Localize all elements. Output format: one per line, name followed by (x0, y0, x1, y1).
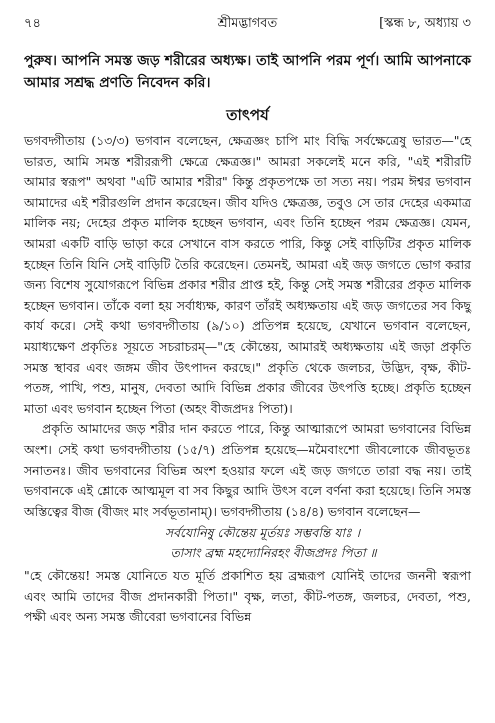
chapter-reference: [স্কন্ধ ৮, অধ্যায় ৩ (379, 16, 471, 31)
running-header (24, 14, 471, 36)
book-title: শ্রীমদ্ভাগবত (217, 16, 278, 31)
verse-translation: পুরুষ। আপনি সমস্ত জড় শরীরের অধ্যক্ষ। তাই আপনি পরম পূর্ণ। আমি আপনাকে আমার সশ্রদ্ধ প্রণতি নিবেদন করি। (24, 53, 471, 91)
purport-paragraph-1: ভগবদ্গীতায় (১৩/৩) ভগবান বলেছেন, ক্ষেত্রজ্ঞং চাপি মাং বিদ্ধি সর্বক্ষেত্রেষু ভারত—"হে ভারত, আমি সমস্ত শরীররূপী ক্ষেত্রে ক্ষেত্রজ্ঞ।" আমরা সকলেই মনে করি, "এই শরীরটি আমার স্বরূপ" অথবা "এটি আমার শরীর" কিন্তু প্রকৃতপক্ষে তা সত্য নয়। পরম ঈশ্বর ভগবান আমাদের এই শরীরগুলি প্রদান করেছেন। জীব যদিও ক্ষেত্রজ্ঞ, তবুও সে তার দেহের একমাত্র মালিক নয়; দেহের প্রকৃত মালিক হচ্ছেন ভগবান, এবং তিনি হচ্ছেন পরম ক্ষেত্রজ্ঞ। যেমন, আমরা একটি বাড়ি ভাড়া করে সেখানে বাস করতে পারি, কিন্তু সেই বাড়িটির প্রকৃত মালিক হচ্ছেন তিনি যিনি সেই বাড়িটি তৈরি করেছেন। তেমনই, আমরা এই জড় জগতে ভোগ করার জন্য বিশেষ সুযোগরূপে বিভিন্ন প্রকার শরীর প্রাপ্ত হই, কিন্তু সেই সমস্ত শরীরের প্রকৃত মালিক হচ্ছেন ভগবান। তাঁকে বলা হয় সর্বাধ্যক্ষ, কারণ তাঁরই অধ্যক্ষতায় এই জড় জগতের সব কিছু কার্য করে। সেই কথা ভগবদ্গীতায় (৯/১০) প্রতিপন্ন হয়েছে, যেখানে ভগবান বলেছেন, ময়াধ্যক্ষেণ প্রকৃতিঃ সূয়তে সচরাচরম্—"হে কৌন্তেয়, আমারই অধ্যক্ষতায় এই জড়া প্রকৃতি সমস্ত স্থাবর এবং জঙ্গম জীব উৎপাদন করছে।" প্রকৃতি থেকে জলচর, উদ্ভিদ, বৃক্ষ, কীট-পতঙ্গ, পাখি, পশু, মানুষ, দেবতা আদি বিভিন্ন প্রকার জীবের উৎপত্তি হচ্ছে। প্রকৃতি হচ্ছেন মাতা এবং ভগবান হচ্ছেন পিতা (অহং বীজপ্রদঃ পিতা)। (24, 133, 471, 416)
quoted-verse (24, 523, 471, 563)
purport-section (24, 104, 471, 628)
purport-paragraph-3: "হে কৌন্তেয়! সমস্ত যোনিতে যত মূর্তি প্রকাশিত হয় ব্রহ্মরূপ যোনিই তাদের জননী স্বরূপা এবং আমি তাদের বীজ প্রদানকারী পিতা।" বৃক্ষ, লতা, কীট-পতঙ্গ, জলচর, দেবতা, পশু, পক্ষী এবং অন্য সমস্ত জীবেরা ভগবানের বিভিন্ন (24, 568, 471, 625)
purport-paragraph-2: প্রকৃতি আমাদের জড় শরীর দান করতে পারে, কিন্তু আত্মারূপে আমরা ভগবানের বিভিন্ন অংশ। সেই কথা ভগবদ্গীতায় (১৫/৭) প্রতিপন্ন হয়েছে—মমৈবাংশো জীবলোকে জীবভূতঃ সনাতনঃ। জীব ভগবানের বিভিন্ন অংশ হওয়ার ফলে এই জড় জগতে তারা বদ্ধ নয়। তাই ভগবানকে এই শ্লোকে আত্মমূল বা সব কিছুর আদি উৎস বলে বর্ণনা করা হয়েছে। তিনি সমস্ত অস্তিত্বের বীজ (বীজং মাং সর্বভূতানাম্)। ভগবদ্গীতায় (১৪/৪) ভগবান বলেছেন— (24, 421, 471, 519)
verse-line-2: তাসাং ব্রহ্ম মহদ্যোনিরহং বীজপ্রদঃ পিতা ॥ (170, 545, 377, 561)
verse-line-1: সর্বযোনিষু কৌন্তেয় মূর্তয়ঃ সম্ভবন্তি যাঃ । (164, 525, 361, 541)
purport-heading: তাৎপর্য (226, 106, 269, 124)
page-number: ৭৪ (24, 16, 41, 31)
